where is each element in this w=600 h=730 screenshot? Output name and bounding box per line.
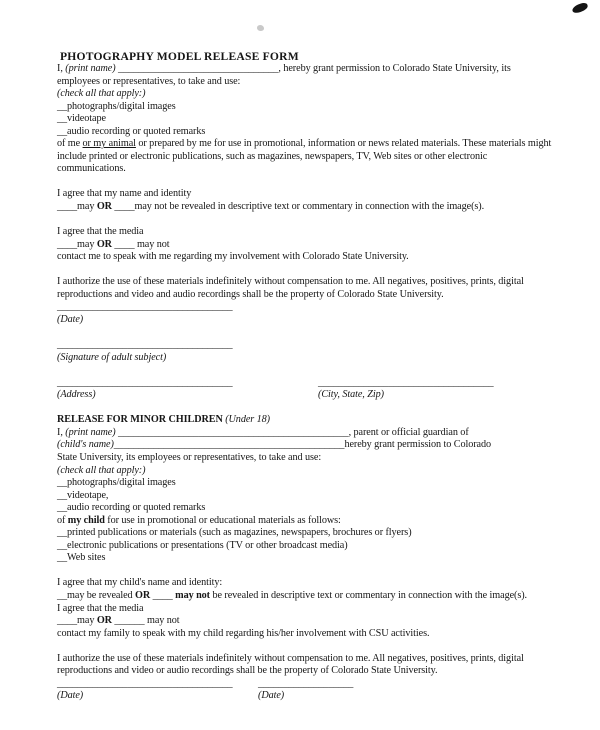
text-line (57, 414, 560, 427)
text-segment: , parent or official guardian of (348, 426, 469, 438)
text-line (57, 615, 560, 628)
text-line (57, 527, 560, 540)
text-line (57, 465, 560, 478)
text-line (57, 126, 560, 139)
blank-line (57, 214, 560, 227)
text-segment: I agree that the media (57, 602, 144, 614)
column-left (57, 377, 318, 390)
blank-field: ______________________________________________ (117, 426, 349, 438)
document-title: PHOTOGRAPHY MODEL RELEASE FORM (60, 50, 299, 63)
text-line (57, 289, 560, 302)
blank-line (57, 176, 560, 189)
column-right (318, 389, 384, 402)
column-right (258, 678, 353, 691)
text-segment: OR (135, 589, 151, 601)
text-line (57, 590, 560, 603)
text-segment: RELEASE FOR MINOR CHILDREN (57, 414, 226, 426)
text-segment: __electronic publications or presentations (TV or other broadcast media) (57, 539, 348, 551)
text-line (57, 352, 560, 365)
column-left (57, 389, 318, 402)
text-line (57, 653, 560, 666)
text-segment: (Under 18) (225, 414, 270, 426)
text-segment: __Web sites (57, 552, 106, 564)
text-segment: ______ may not (111, 615, 180, 627)
text-line (57, 628, 560, 641)
blank-line (57, 264, 560, 277)
text-segment: of (57, 514, 68, 526)
text-segment: (print name) (65, 426, 118, 438)
blank-line (57, 640, 560, 653)
text-line (57, 515, 560, 528)
text-line (57, 163, 560, 176)
column-right (318, 377, 493, 390)
text-segment: ____ (150, 589, 176, 601)
text-segment: ____may not be revealed in descriptive text or commentary in connection with the image(s). (111, 201, 485, 213)
text-line (57, 665, 560, 678)
text-line (57, 577, 560, 590)
text-segment: I, (57, 426, 66, 438)
text-segment: , hereby grant permission to Colorado State University, its (278, 63, 511, 74)
text-segment: __videotape, (57, 489, 109, 501)
text-line (57, 276, 560, 289)
text-segment: I authorize the use of these materials indefinitely without compensation to me. All negatives, positives, prints, digital (57, 652, 524, 664)
text-segment: (City, State, Zip) (318, 389, 384, 401)
text-line (57, 439, 560, 452)
text-line (57, 239, 560, 252)
text-line (57, 188, 560, 201)
document-body (57, 63, 560, 703)
text-line (57, 603, 560, 616)
text-line (57, 201, 560, 214)
text-segment: communications. (57, 163, 126, 175)
text-line (57, 101, 560, 114)
text-segment: I agree that my name and identity (57, 188, 192, 200)
text-segment: State University, its employees or representatives, to take and use: (57, 451, 322, 463)
text-line (57, 226, 560, 239)
text-segment: I agree that my child's name and identity: (57, 577, 223, 589)
text-line (57, 540, 560, 553)
blank-field: ___________________________________ (57, 339, 233, 351)
blank-field: ________________________________ (117, 63, 279, 74)
two-column-row (57, 678, 560, 691)
text-segment: (Date) (258, 690, 285, 702)
text-segment: (check all that apply:) (57, 464, 146, 476)
column-left (57, 678, 258, 691)
text-segment: be revealed in descriptive text or commentary in connection with the image(s). (210, 589, 528, 601)
blank-field: ___________________________________ (318, 376, 494, 388)
text-segment: (Signature of adult subject) (57, 351, 167, 363)
text-segment: ____may (57, 615, 97, 627)
text-segment: (Date) (57, 690, 84, 702)
text-segment: ____may (57, 201, 97, 213)
text-line (57, 63, 560, 76)
column-left (57, 690, 258, 703)
text-segment: may not (175, 589, 210, 601)
text-line (57, 502, 560, 515)
blank-line (57, 565, 560, 578)
text-line (57, 113, 560, 126)
text-line (57, 477, 560, 490)
text-line (57, 301, 560, 314)
text-segment: ____may (57, 238, 97, 250)
text-line (57, 88, 560, 101)
text-line (57, 490, 560, 503)
text-segment: __may be revealed (57, 589, 136, 601)
text-line (57, 76, 560, 89)
blank-field: ___________________________________ (57, 677, 233, 689)
blank-field: ___________________________________ (57, 301, 233, 313)
text-segment: __audio recording or quoted remarks (57, 502, 206, 514)
text-segment: __audio recording or quoted remarks (57, 125, 206, 137)
two-column-row (57, 389, 560, 402)
text-segment: contact me to speak with me regarding my involvement with Colorado State University. (57, 251, 409, 263)
text-segment: (child's name) (57, 439, 114, 451)
text-segment: employees or representatives, to take and use: (57, 75, 241, 87)
underlined-text: or my animal (82, 138, 136, 150)
text-segment: OR (96, 238, 112, 250)
text-segment: ____ may not (111, 238, 170, 250)
blank-field: ______________________________________________ (113, 439, 345, 451)
text-segment: OR (96, 615, 112, 627)
blank-line (57, 402, 560, 415)
text-segment: I authorize the use of these materials indefinitely without compensation to me. All negatives, positives, prints, digital (57, 276, 524, 288)
text-segment: or prepared by me for use in promotional, information or news related materials. These materials might (135, 138, 552, 150)
text-segment: __photographs/digital images (57, 477, 176, 489)
text-segment: my child (67, 514, 105, 526)
column-right (258, 690, 284, 703)
text-segment: __videotape (57, 113, 106, 125)
text-segment: for use in promotional or educational materials as follows: (104, 514, 341, 526)
text-segment: (print name) (65, 63, 118, 74)
text-segment: (Address) (57, 389, 96, 401)
text-segment: __printed publications or materials (such as magazines, newspapers, brochures or flyers) (57, 527, 412, 539)
text-line (57, 552, 560, 565)
text-segment: (Date) (57, 313, 84, 325)
text-segment: of me (57, 138, 83, 150)
text-segment: contact my family to speak with my child regarding his/her involvement with CSU activities. (57, 627, 430, 639)
text-segment: (check all that apply:) (57, 88, 146, 100)
text-line (57, 427, 560, 440)
text-line (57, 251, 560, 264)
text-line (57, 314, 560, 327)
scan-artifact-corner-mark (571, 2, 589, 15)
text-segment: __photographs/digital images (57, 100, 176, 112)
text-segment: hereby grant permission to Colorado (344, 439, 492, 451)
text-segment: OR (96, 201, 112, 213)
blank-field: ___________________ (258, 677, 354, 689)
text-line (57, 452, 560, 465)
text-line (57, 339, 560, 352)
text-segment: I, (57, 63, 66, 74)
two-column-row (57, 690, 560, 703)
text-segment: I agree that the media (57, 226, 144, 238)
text-segment: include printed or electronic publications, such as magazines, newspapers, TV, Web sites or other electronic (57, 150, 488, 162)
text-line (57, 138, 560, 151)
scan-artifact-speck (257, 25, 264, 31)
two-column-row (57, 377, 560, 390)
blank-line (57, 326, 560, 339)
text-segment: reproductions and video and audio recordings shall be the property of Colorado State University. (57, 288, 444, 300)
text-segment: reproductions and video or audio recordings shall be the property of Colorado State University. (57, 665, 438, 677)
blank-line (57, 364, 560, 377)
blank-field: ___________________________________ (57, 376, 233, 388)
text-line (57, 151, 560, 164)
